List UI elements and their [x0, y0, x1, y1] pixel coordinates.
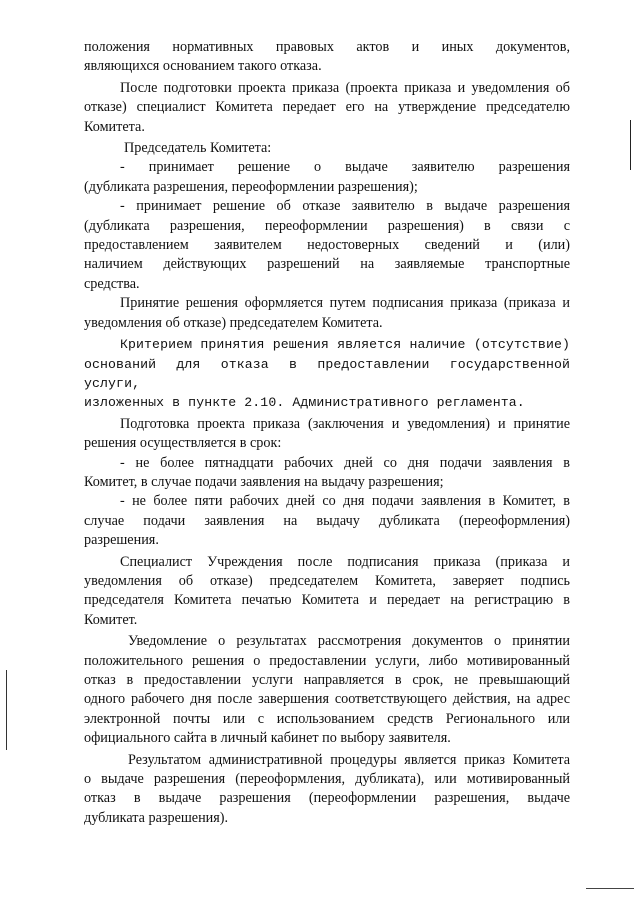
- text-line: уведомления об отказе) председателем Комитета.: [84, 314, 383, 331]
- text-line: отказе) специалист Комитета передает его на утверждение председателю: [84, 99, 570, 116]
- text-line: После подготовки проекта приказа (проекта приказа и уведомления об: [120, 79, 570, 96]
- text-line: Принятие решения оформляется путем подписания приказа (приказа и: [120, 295, 570, 312]
- text-line: (дубликата разрешения, переоформлении разрешения) в связи с: [84, 217, 570, 234]
- text-line: средства.: [84, 275, 140, 292]
- text-line: - не более пятнадцати рабочих дней со дня подачи заявления в: [120, 454, 570, 471]
- text-line: наличием действующих разрешений на заявляемые транспортные: [84, 256, 570, 273]
- text-line: Комитета.: [84, 118, 145, 135]
- text-line: председателя Комитета печатью Комитета и передает на регистрацию в: [84, 592, 570, 609]
- text-line: - принимает решение о выдаче заявителю разрешения: [120, 159, 570, 176]
- text-line: электронной почты или с использованием средств Регионального или: [84, 710, 570, 727]
- text-line: случае подачи заявления на выдачу дубликата (переоформления): [84, 512, 570, 529]
- text-line: положения нормативных правовых актов и иных документов,: [84, 39, 570, 55]
- text-line: уведомления об отказе) председателем Комитета, заверяет подпись: [84, 572, 570, 589]
- text-line: оснований для отказа в предоставлении государственной услуги,: [84, 356, 570, 391]
- text-line: отказ в предоставлении услуги направляется в срок, не превышающий: [84, 672, 570, 688]
- text-line: Комитет, в случае подачи заявления на выдачу разрешения;: [84, 473, 444, 490]
- text-line: являющихся основанием такого отказа.: [84, 58, 322, 75]
- text-line: Председатель Комитета:: [124, 140, 272, 157]
- text-line: о выдаче разрешения (переоформления, дубликата), или мотивированный: [84, 771, 570, 788]
- text-line: дубликата разрешения).: [84, 809, 229, 826]
- text-line: решения осуществляется в срок:: [84, 435, 282, 452]
- text-line: (дубликата разрешения, переоформлении разрешения);: [84, 178, 418, 195]
- text-line: Подготовка проекта приказа (заключения и уведомления) и принятие: [120, 415, 570, 432]
- text-line: одного рабочего дня после завершения соответствующего действия, на адрес: [84, 691, 570, 708]
- scan-edge-mark: [586, 888, 634, 889]
- text-line: - не более пяти рабочих дней со дня подачи заявления в Комитет, в: [120, 493, 570, 510]
- text-line: Уведомление о результатах рассмотрения документов о принятии: [128, 633, 570, 650]
- text-line: разрешения.: [84, 532, 159, 549]
- text-line: Критерием принятия решения является наличие (отсутствие): [120, 337, 570, 353]
- text-line: положительного решения о предоставлении услуги, либо мотивированный: [84, 652, 570, 669]
- scan-edge-mark: [6, 670, 7, 750]
- text-line: - принимает решение об отказе заявителю в выдаче разрешения: [120, 198, 570, 215]
- text-line: Комитет.: [84, 611, 138, 628]
- text-line: Специалист Учреждения после подписания приказа (приказа и: [120, 553, 570, 570]
- text-line: предоставлением заявителем недостоверных сведений и (или): [84, 237, 570, 254]
- text-line: отказ в выдаче разрешения (переоформлении разрешения, выдаче: [84, 790, 570, 807]
- text-line: Результатом административной процедуры является приказ Комитета: [128, 751, 570, 768]
- document-page: [84, 38, 570, 828]
- text-line: официального сайта в личный кабинет по выбору заявителя.: [84, 730, 451, 747]
- scan-edge-mark: [630, 120, 631, 170]
- text-line: изложенных в пункте 2.10. Административного регламента.: [84, 395, 525, 411]
